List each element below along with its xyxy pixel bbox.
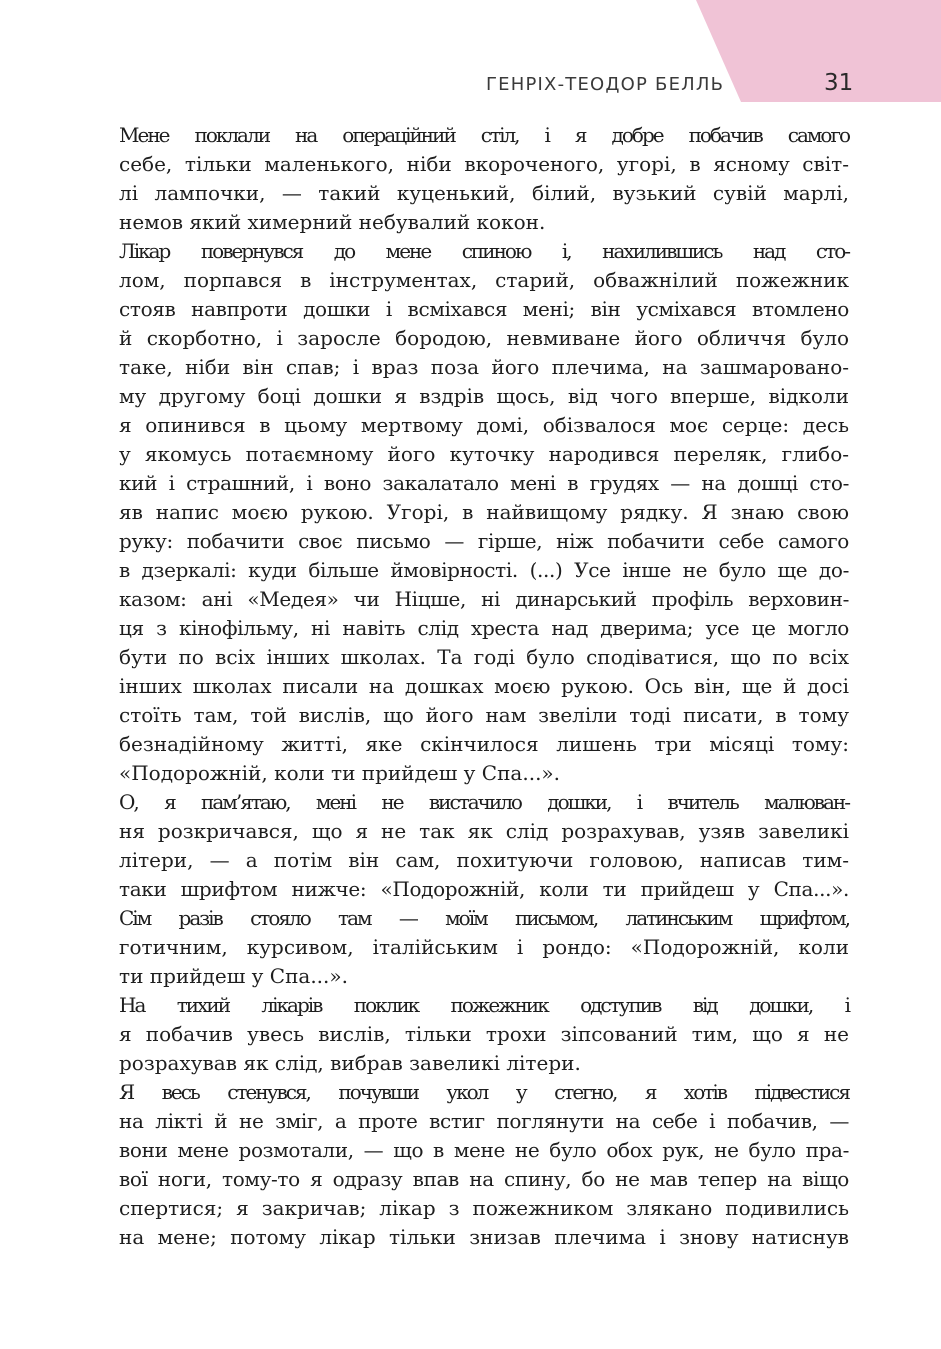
text-line: готичним, курсивом, італійським і рондо: «Подорожній, коли <box>119 935 849 959</box>
text-line: на мене; потому лікар тільки знизав плечима і знову натиснув <box>119 1225 849 1249</box>
text-line: Сім разів стояло там — моїм письмом, латинським шрифтом, <box>119 906 849 930</box>
text-line: спертися; я закричав; лікар з пожежником злякано подивились <box>119 1196 849 1220</box>
paragraph-5 <box>87 991 849 1078</box>
text-line: ця з кінофільму, ні навіть слід хреста над дверима; усе це могло <box>119 616 849 640</box>
text-line: руку: побачити своє письмо — гірше, ніж побачити себе самого <box>119 529 849 553</box>
text-line: розрахував як слід, вибрав завеликі літери. <box>119 1051 581 1075</box>
text-line: Я весь стенувся, почувши укол у стегно, я хотів підвестися <box>119 1080 849 1104</box>
text-line: літери, — а потім він сам, похитуючи головою, написав тим- <box>119 848 849 872</box>
paragraph-6 <box>87 1078 849 1252</box>
text-line: На тихий лікарів поклик пожежник одступив від дошки, і <box>119 993 849 1017</box>
text-line: лом, порпався в інструментах, старий, обважнілий пожежник <box>119 268 849 292</box>
paragraph-1 <box>87 121 849 237</box>
text-line: ти прийдеш у Спа...». <box>119 964 348 988</box>
running-head: ГЕНРІХ-ТЕОДОР БЕЛЛЬ <box>486 74 725 95</box>
text-line: на лікті й не зміг, а проте встиг поглянути на себе і побачив, — <box>119 1109 849 1133</box>
page-number: 31 <box>824 70 854 96</box>
text-line: стоїть там, той вислів, що його нам звеліли тоді писати, в тому <box>119 703 849 727</box>
paragraph-2 <box>87 237 849 788</box>
text-line: в дзеркалі: куди більше ймовірності. (...) Усе інше не було ще до- <box>119 558 849 582</box>
text-line: себе, тільки маленького, ніби вкороченого, угорі, в ясному світ- <box>119 152 849 176</box>
text-line: стояв навпроти дошки і всміхався мені; він усміхався втомлено <box>119 297 849 321</box>
text-line: О, я пам’ятаю, мені не вистачило дошки, і вчитель малюван- <box>119 790 849 814</box>
text-line: інших школах писали на дошках моєю рукою. Ось він, ще й досі <box>119 674 849 698</box>
text-line: казом: ані «Медея» чи Ніцше, ні динарський профіль верховин- <box>119 587 849 611</box>
text-line: немов який химерний небувалий кокон. <box>119 210 546 234</box>
body-text <box>87 121 849 1252</box>
text-line: я побачив увесь вислів, тільки трохи зіпсований тим, що я не <box>119 1022 849 1046</box>
text-line: й скорботно, і заросле бородою, невмиване його обличчя було <box>119 326 849 350</box>
text-line: таки шрифтом нижче: «Подорожній, коли ти прийдеш у Спа...». <box>119 877 849 901</box>
text-line: я опинився в цьому мертвому домі, обізвалося моє серце: десь <box>119 413 849 437</box>
text-line: Мене поклали на операційний стіл, і я добре побачив самого <box>119 123 849 147</box>
text-line: лі лампочки, — такий куценький, білий, вузький сувій марлі, <box>119 181 849 205</box>
text-line: му другому боці дошки я вздрів щось, від чого вперше, відколи <box>119 384 849 408</box>
text-line: Лікар повернувся до мене спиною і, нахилившись над сто- <box>119 239 849 263</box>
paragraph-4 <box>87 904 849 991</box>
page-corner-tab <box>696 0 941 102</box>
text-line: безнадійному житті, яке скінчилося лишень три місяці тому: <box>119 732 849 756</box>
text-line: вої ноги, тому-то я одразу впав на спину, бо не мав тепер на віщо <box>119 1167 849 1191</box>
text-line: ня розкричався, що я не так як слід розрахував, узяв завеликі <box>119 819 849 843</box>
text-line: яв напис моєю рукою. Угорі, в найвищому рядку. Я знаю свою <box>119 500 849 524</box>
text-line: таке, ніби він спав; і враз поза його плечима, на зашмаровано- <box>119 355 849 379</box>
text-line: вони мене розмотали, — що в мене не було обох рук, не було пра- <box>119 1138 849 1162</box>
text-line: «Подорожній, коли ти прийдеш у Спа...». <box>119 761 561 785</box>
text-line: бути по всіх інших школах. Та годі було сподіватися, що по всіх <box>119 645 849 669</box>
text-line: у якомусь потаємному його куточку народився переляк, глибо- <box>119 442 849 466</box>
paragraph-3 <box>87 788 849 904</box>
text-line: кий і страшний, і воно закалатало мені в грудях — на дошці сто- <box>119 471 849 495</box>
